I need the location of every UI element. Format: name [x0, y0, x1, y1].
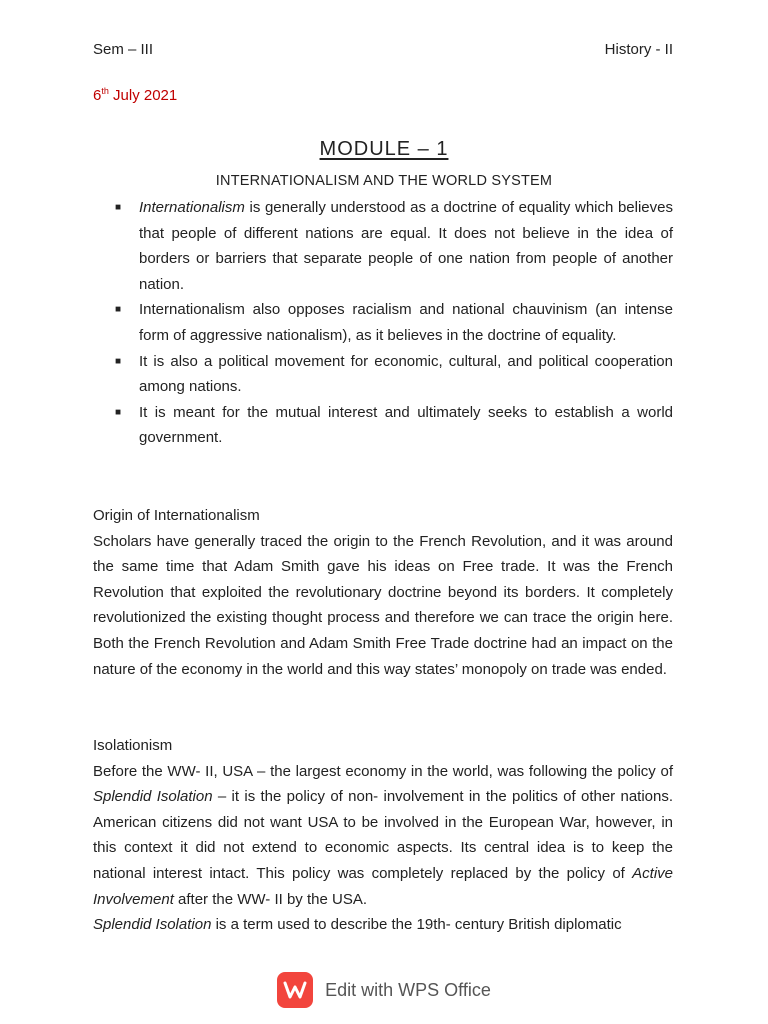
- bullet-item: [93, 400, 673, 451]
- bullet-item: [93, 349, 673, 400]
- bullet-text: is generally understood as a doctrine of equality which believes that people of different nations are equal. It does not believe in the idea of borders or barriers that separate people of one nation from people of another nation.: [139, 199, 673, 293]
- bullet-text: It is also a political movement for economic, cultural, and political cooperation among nations.: [139, 352, 673, 396]
- emphasis-run: Active Involvement: [93, 864, 673, 908]
- bullet-text: Internationalism also opposes racialism and national chauvinism (an intense form of aggressive nationalism), as it believes in the doctrine of equality.: [139, 301, 673, 344]
- isolationism-paragraph: [93, 759, 673, 913]
- text-run: – it is the policy of non- involvement in the politics of other nations. American citizens did not want USA to be involved in the European War, however, in this context it did not extend to economic aspects. Its central idea is to keep the national interest intact. This policy was completely replaced by the policy of: [93, 788, 674, 882]
- text-run: after the WW- II by the USA.: [173, 890, 367, 908]
- isolationism-heading: Isolationism: [93, 737, 173, 754]
- text-run: Before the WW- II, USA – the largest economy in the world, was following the policy of: [93, 762, 673, 780]
- page-header: [93, 41, 673, 58]
- date-day: 6: [93, 87, 102, 104]
- lecture-date: [93, 86, 177, 104]
- date-rest: July 2021: [108, 87, 178, 104]
- date-suffix: th: [101, 86, 109, 96]
- bullet-icon: ■: [115, 406, 122, 418]
- header-semester: Sem – III: [93, 41, 154, 58]
- bullet-text: It is meant for the mutual interest and ultimately seeks to establish a world government.: [139, 403, 673, 447]
- emphasis-run: Splendid Isolation: [93, 916, 212, 934]
- bullet-item: [93, 297, 673, 348]
- splendid-isolation-paragraph: [93, 912, 673, 938]
- emphasis-run: Splendid Isolation: [93, 788, 213, 806]
- bullet-icon: ■: [115, 355, 122, 367]
- origin-paragraph: Scholars have generally traced the origin to the French Revolution, and it was around the same time that Adam Smith gave his ideas on Free trade. It was the French Revolution that exploited the revolutionary doctrine beyond its borders. It completely revolutionized the existing thought process and therefore we can trace the origin here. Both the French Revolution and Adam Smith Free Trade doctrine had an impact on the nature of the economy in the world and this way states’ monopoly on trade was ended.: [93, 532, 673, 678]
- module-subtitle: INTERNATIONALISM AND THE WORLD SYSTEM: [215, 173, 553, 189]
- header-subject: History - II: [604, 41, 673, 58]
- wps-edit-banner[interactable]: [0, 972, 768, 1008]
- bullet-icon: ■: [115, 304, 122, 316]
- bullet-item: [93, 195, 673, 297]
- isolationism-section: [93, 733, 673, 938]
- text-run: is a term used to describe the 19th- century British diplomatic: [211, 916, 622, 934]
- bullet-icon: ■: [115, 202, 122, 213]
- bullet-emphasis: Internationalism: [139, 199, 245, 216]
- bullet-list: [93, 195, 673, 451]
- origin-heading: Origin of Internationalism: [93, 507, 260, 524]
- module-title: MODULE – 1: [319, 138, 449, 160]
- wps-edit-label[interactable]: Edit with WPS Office: [325, 979, 491, 1000]
- origin-section: [93, 503, 673, 682]
- wps-logo-icon: [277, 972, 313, 1008]
